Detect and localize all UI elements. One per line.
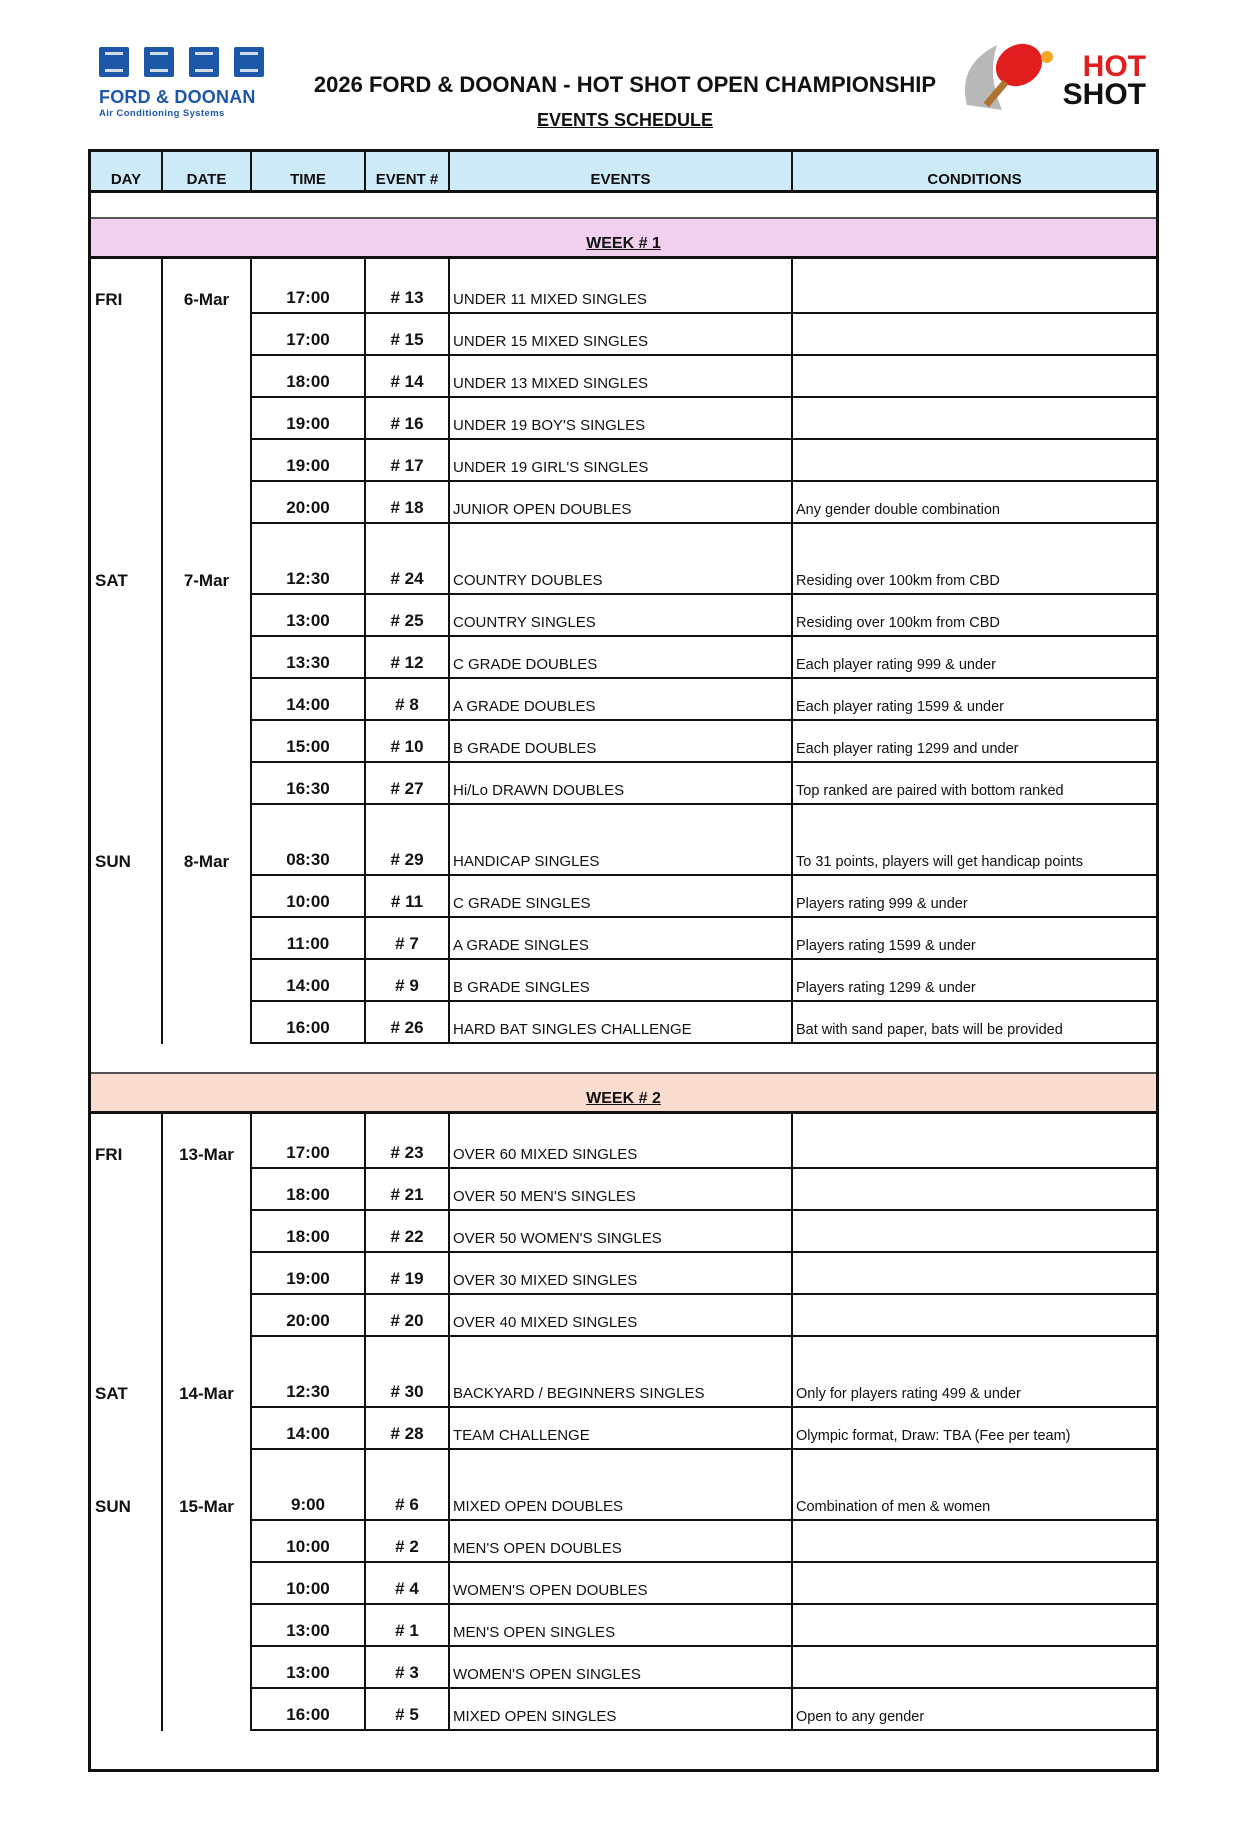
time-cell: 16:00 — [252, 1002, 366, 1044]
event-name-cell: UNDER 11 MIXED SINGLES — [450, 259, 793, 314]
conditions-cell — [793, 398, 1156, 440]
event-name-cell: B GRADE SINGLES — [450, 960, 793, 1002]
event-name-cell: MEN'S OPEN SINGLES — [450, 1605, 793, 1647]
conditions-cell — [793, 1605, 1156, 1647]
week-label: WEEK # 2 — [586, 1090, 661, 1107]
table-header-row — [91, 152, 1156, 193]
time-cell: 20:00 — [252, 482, 366, 524]
event-name-cell: A GRADE DOUBLES — [450, 679, 793, 721]
table-row — [91, 440, 1156, 482]
conditions-cell: Any gender double combination — [793, 482, 1156, 524]
date-cell — [163, 1647, 252, 1689]
column-header-conditions: CONDITIONS — [927, 171, 1022, 188]
column-header-day: DAY — [91, 152, 163, 190]
date-cell — [163, 440, 252, 482]
conditions-cell: Each player rating 1599 & under — [793, 679, 1156, 721]
day-cell — [91, 1002, 163, 1044]
table-row — [91, 1295, 1156, 1337]
time-cell: 16:00 — [252, 1689, 366, 1731]
table-row — [91, 1408, 1156, 1450]
logo-squares-icon — [99, 47, 289, 77]
conditions-cell: Players rating 1599 & under — [793, 918, 1156, 960]
time-cell: 20:00 — [252, 1295, 366, 1337]
event-number-cell: # 10 — [366, 721, 450, 763]
day-cell: FRI — [91, 259, 163, 314]
day-cell: SUN — [91, 805, 163, 876]
event-number-cell: # 30 — [366, 1337, 450, 1408]
event-number-cell: # 11 — [366, 876, 450, 918]
conditions-cell — [793, 314, 1156, 356]
time-cell: 14:00 — [252, 1408, 366, 1450]
page-subtitle: EVENTS SCHEDULE — [536, 110, 714, 130]
hot-shot-logo — [957, 35, 1152, 125]
time-cell: 9:00 — [252, 1450, 366, 1521]
event-name-cell: OVER 50 MEN'S SINGLES — [450, 1169, 793, 1211]
table-row — [91, 356, 1156, 398]
day-cell — [91, 1295, 163, 1337]
logo-shot-text: SHOT — [1062, 78, 1146, 111]
event-number-cell: # 13 — [366, 259, 450, 314]
event-name-cell: Hi/Lo DRAWN DOUBLES — [450, 763, 793, 805]
time-cell: 13:00 — [252, 1647, 366, 1689]
conditions-cell: To 31 points, players will get handicap points — [793, 805, 1156, 876]
time-cell: 13:30 — [252, 637, 366, 679]
day-cell — [91, 763, 163, 805]
event-name-cell: WOMEN'S OPEN DOUBLES — [450, 1563, 793, 1605]
day-cell — [91, 595, 163, 637]
event-number-cell: # 19 — [366, 1253, 450, 1295]
event-number-cell: # 25 — [366, 595, 450, 637]
conditions-cell — [793, 1563, 1156, 1605]
table-row — [91, 960, 1156, 1002]
events-schedule-table — [88, 149, 1159, 1772]
table-row — [91, 1563, 1156, 1605]
day-cell: SAT — [91, 524, 163, 595]
event-number-cell: # 14 — [366, 356, 450, 398]
date-cell — [163, 1002, 252, 1044]
time-cell: 17:00 — [252, 259, 366, 314]
day-cell — [91, 398, 163, 440]
day-cell — [91, 1689, 163, 1731]
table-row — [91, 259, 1156, 314]
event-number-cell: # 17 — [366, 440, 450, 482]
table-row — [91, 482, 1156, 524]
time-cell: 12:30 — [252, 1337, 366, 1408]
event-number-cell: # 20 — [366, 1295, 450, 1337]
day-cell — [91, 918, 163, 960]
column-header-event-number: EVENT # — [366, 152, 450, 190]
table-row — [91, 1114, 1156, 1169]
event-name-cell: MIXED OPEN DOUBLES — [450, 1450, 793, 1521]
event-number-cell: # 24 — [366, 524, 450, 595]
time-cell: 18:00 — [252, 356, 366, 398]
event-number-cell: # 9 — [366, 960, 450, 1002]
date-cell — [163, 1169, 252, 1211]
date-cell: 6-Mar — [163, 259, 252, 314]
date-cell — [163, 1521, 252, 1563]
event-name-cell: HARD BAT SINGLES CHALLENGE — [450, 1002, 793, 1044]
date-cell — [163, 482, 252, 524]
day-cell — [91, 1408, 163, 1450]
date-cell — [163, 679, 252, 721]
blank-row — [91, 193, 1156, 219]
table-row — [91, 1253, 1156, 1295]
day-cell — [91, 1521, 163, 1563]
table-row — [91, 524, 1156, 595]
date-cell — [163, 356, 252, 398]
event-number-cell: # 22 — [366, 1211, 450, 1253]
date-cell — [163, 398, 252, 440]
date-cell — [163, 721, 252, 763]
date-cell: 8-Mar — [163, 805, 252, 876]
event-name-cell: TEAM CHALLENGE — [450, 1408, 793, 1450]
conditions-cell: Residing over 100km from CBD — [793, 524, 1156, 595]
conditions-cell — [793, 1295, 1156, 1337]
date-cell — [163, 1211, 252, 1253]
conditions-cell — [793, 356, 1156, 398]
conditions-cell — [793, 440, 1156, 482]
page-title: 2026 FORD & DOONAN - HOT SHOT OPEN CHAMPIONSHIP — [313, 72, 937, 97]
event-number-cell: # 26 — [366, 1002, 450, 1044]
conditions-cell: Each player rating 999 & under — [793, 637, 1156, 679]
event-number-cell: # 18 — [366, 482, 450, 524]
date-cell: 13-Mar — [163, 1114, 252, 1169]
conditions-cell — [793, 1521, 1156, 1563]
time-cell: 10:00 — [252, 1521, 366, 1563]
column-header-events: EVENTS — [450, 152, 793, 190]
time-cell: 08:30 — [252, 805, 366, 876]
week-band — [91, 219, 1156, 259]
table-row — [91, 637, 1156, 679]
conditions-cell: Bat with sand paper, bats will be provided — [793, 1002, 1156, 1044]
event-number-cell: # 29 — [366, 805, 450, 876]
event-number-cell: # 1 — [366, 1605, 450, 1647]
table-row — [91, 1689, 1156, 1731]
date-cell: 15-Mar — [163, 1450, 252, 1521]
conditions-cell — [793, 1211, 1156, 1253]
time-cell: 12:30 — [252, 524, 366, 595]
date-cell — [163, 960, 252, 1002]
time-cell: 17:00 — [252, 314, 366, 356]
date-cell — [163, 1563, 252, 1605]
day-cell — [91, 440, 163, 482]
conditions-cell: Each player rating 1299 and under — [793, 721, 1156, 763]
table-row — [91, 1002, 1156, 1044]
date-cell — [163, 637, 252, 679]
event-name-cell: C GRADE SINGLES — [450, 876, 793, 918]
event-number-cell: # 12 — [366, 637, 450, 679]
event-number-cell: # 21 — [366, 1169, 450, 1211]
event-name-cell: COUNTRY DOUBLES — [450, 524, 793, 595]
event-number-cell: # 16 — [366, 398, 450, 440]
table-row — [91, 876, 1156, 918]
conditions-cell — [793, 1114, 1156, 1169]
conditions-cell: Top ranked are paired with bottom ranked — [793, 763, 1156, 805]
table-row — [91, 595, 1156, 637]
event-name-cell: OVER 40 MIXED SINGLES — [450, 1295, 793, 1337]
ford-doonan-logo — [99, 47, 289, 119]
time-cell: 13:00 — [252, 1605, 366, 1647]
week-band — [91, 1072, 1156, 1114]
date-cell — [163, 1408, 252, 1450]
event-number-cell: # 3 — [366, 1647, 450, 1689]
time-cell: 10:00 — [252, 1563, 366, 1605]
paddle-icon — [957, 35, 1077, 125]
date-cell — [163, 763, 252, 805]
table-row — [91, 763, 1156, 805]
table-row — [91, 805, 1156, 876]
event-name-cell: MEN'S OPEN DOUBLES — [450, 1521, 793, 1563]
conditions-cell: Open to any gender — [793, 1689, 1156, 1731]
event-name-cell: MIXED OPEN SINGLES — [450, 1689, 793, 1731]
table-row — [91, 1647, 1156, 1689]
table-row — [91, 398, 1156, 440]
table-row — [91, 1450, 1156, 1521]
conditions-cell: Only for players rating 499 & under — [793, 1337, 1156, 1408]
day-cell — [91, 679, 163, 721]
day-cell: SUN — [91, 1450, 163, 1521]
time-cell: 13:00 — [252, 595, 366, 637]
conditions-cell — [793, 1647, 1156, 1689]
conditions-cell: Players rating 999 & under — [793, 876, 1156, 918]
event-number-cell: # 7 — [366, 918, 450, 960]
conditions-cell: Residing over 100km from CBD — [793, 595, 1156, 637]
time-cell: 17:00 — [252, 1114, 366, 1169]
event-number-cell: # 4 — [366, 1563, 450, 1605]
event-name-cell: OVER 30 MIXED SINGLES — [450, 1253, 793, 1295]
day-cell — [91, 1605, 163, 1647]
day-cell — [91, 1647, 163, 1689]
column-header-date: DATE — [163, 152, 252, 190]
event-name-cell: A GRADE SINGLES — [450, 918, 793, 960]
event-number-cell: # 6 — [366, 1450, 450, 1521]
conditions-cell — [793, 259, 1156, 314]
date-cell — [163, 1295, 252, 1337]
time-cell: 18:00 — [252, 1211, 366, 1253]
logo-hot-text: HOT — [1082, 50, 1146, 83]
day-cell — [91, 876, 163, 918]
event-name-cell: B GRADE DOUBLES — [450, 721, 793, 763]
conditions-cell: Players rating 1299 & under — [793, 960, 1156, 1002]
table-row — [91, 1211, 1156, 1253]
date-cell — [163, 1253, 252, 1295]
table-row — [91, 1605, 1156, 1647]
date-cell — [163, 595, 252, 637]
conditions-cell: Olympic format, Draw: TBA (Fee per team) — [793, 1408, 1156, 1450]
time-cell: 19:00 — [252, 398, 366, 440]
table-row — [91, 1169, 1156, 1211]
table-row — [91, 721, 1156, 763]
date-cell — [163, 314, 252, 356]
event-name-cell: UNDER 13 MIXED SINGLES — [450, 356, 793, 398]
sponsor-tagline: Air Conditioning Systems — [99, 108, 225, 119]
date-cell — [163, 1605, 252, 1647]
event-number-cell: # 23 — [366, 1114, 450, 1169]
event-name-cell: JUNIOR OPEN DOUBLES — [450, 482, 793, 524]
event-name-cell: COUNTRY SINGLES — [450, 595, 793, 637]
conditions-cell — [793, 1253, 1156, 1295]
event-number-cell: # 2 — [366, 1521, 450, 1563]
week-gap — [91, 1044, 1156, 1072]
event-name-cell: UNDER 15 MIXED SINGLES — [450, 314, 793, 356]
sponsor-name: FORD & DOONAN — [99, 87, 256, 107]
date-cell: 7-Mar — [163, 524, 252, 595]
event-name-cell: UNDER 19 GIRL'S SINGLES — [450, 440, 793, 482]
day-cell — [91, 314, 163, 356]
column-header-time: TIME — [252, 152, 366, 190]
day-cell: SAT — [91, 1337, 163, 1408]
event-number-cell: # 5 — [366, 1689, 450, 1731]
day-cell — [91, 482, 163, 524]
day-cell — [91, 1211, 163, 1253]
event-number-cell: # 8 — [366, 679, 450, 721]
event-name-cell: OVER 50 WOMEN'S SINGLES — [450, 1211, 793, 1253]
time-cell: 10:00 — [252, 876, 366, 918]
day-cell: FRI — [91, 1114, 163, 1169]
time-cell: 14:00 — [252, 960, 366, 1002]
table-row — [91, 679, 1156, 721]
event-number-cell: # 28 — [366, 1408, 450, 1450]
event-name-cell: UNDER 19 BOY'S SINGLES — [450, 398, 793, 440]
event-name-cell: WOMEN'S OPEN SINGLES — [450, 1647, 793, 1689]
date-cell: 14-Mar — [163, 1337, 252, 1408]
conditions-cell — [793, 1169, 1156, 1211]
time-cell: 14:00 — [252, 679, 366, 721]
table-row — [91, 1337, 1156, 1408]
event-name-cell: BACKYARD / BEGINNERS SINGLES — [450, 1337, 793, 1408]
event-number-cell: # 15 — [366, 314, 450, 356]
event-name-cell: HANDICAP SINGLES — [450, 805, 793, 876]
event-name-cell: C GRADE DOUBLES — [450, 637, 793, 679]
date-cell — [163, 1689, 252, 1731]
time-cell: 18:00 — [252, 1169, 366, 1211]
time-cell: 16:30 — [252, 763, 366, 805]
conditions-cell: Combination of men & women — [793, 1450, 1156, 1521]
day-cell — [91, 1169, 163, 1211]
week-label: WEEK # 1 — [586, 235, 661, 252]
day-cell — [91, 721, 163, 763]
event-name-cell: OVER 60 MIXED SINGLES — [450, 1114, 793, 1169]
day-cell — [91, 637, 163, 679]
time-cell: 19:00 — [252, 440, 366, 482]
time-cell: 11:00 — [252, 918, 366, 960]
day-cell — [91, 1253, 163, 1295]
table-row — [91, 918, 1156, 960]
date-cell — [163, 918, 252, 960]
time-cell: 15:00 — [252, 721, 366, 763]
day-cell — [91, 356, 163, 398]
table-row — [91, 314, 1156, 356]
day-cell — [91, 1563, 163, 1605]
date-cell — [163, 876, 252, 918]
event-number-cell: # 27 — [366, 763, 450, 805]
time-cell: 19:00 — [252, 1253, 366, 1295]
day-cell — [91, 960, 163, 1002]
table-row — [91, 1521, 1156, 1563]
